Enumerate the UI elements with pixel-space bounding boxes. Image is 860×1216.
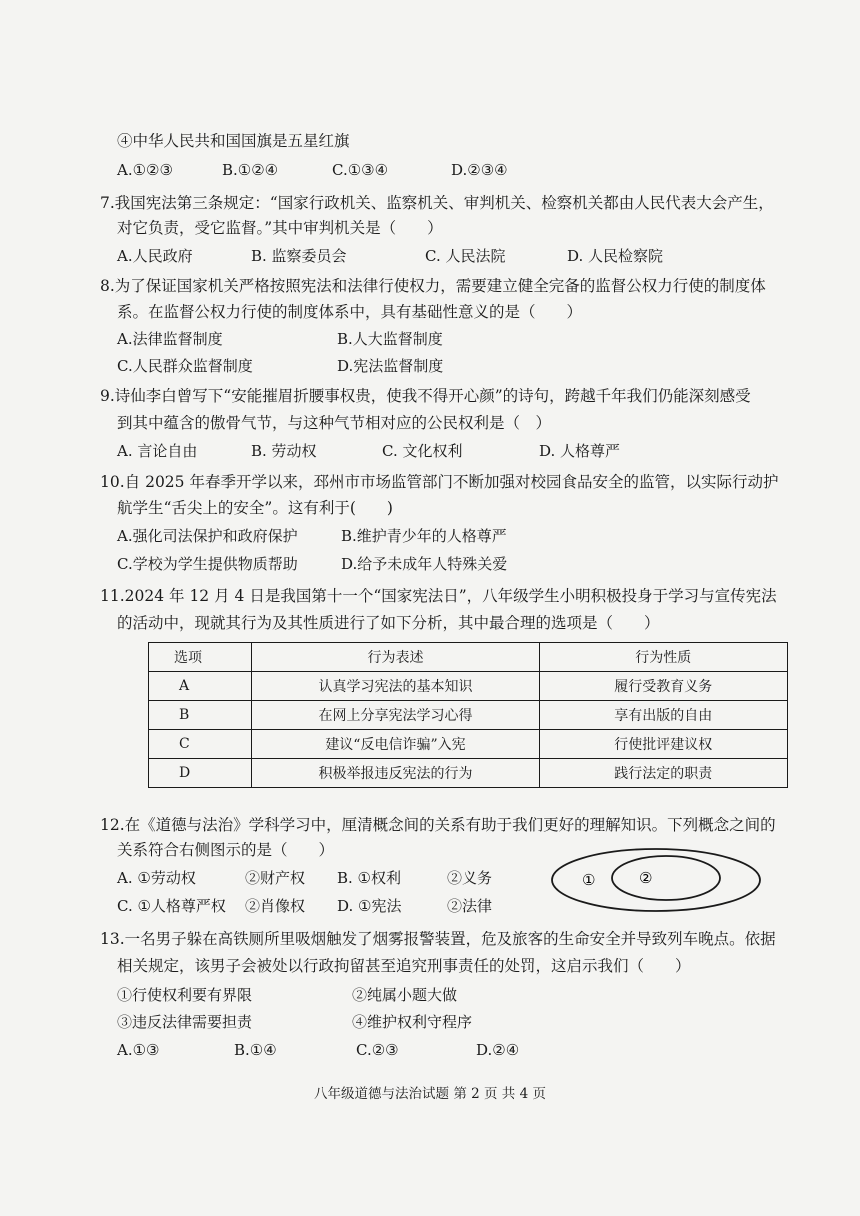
q11-stem-line2: 的活动中，现就其行为及其性质进行了如下分析，其中最合理的选项是（ ） — [117, 614, 660, 632]
table-cell-option: B — [149, 701, 252, 730]
q9-option-c: C. 文化权利 — [382, 442, 463, 460]
table-cell-option: C — [149, 730, 252, 759]
q9-stem-line1: 9.诗仙李白曾写下“安能摧眉折腰事权贵，使我不得开心颜”的诗句，跨越千年我们仍能深刻感受 — [100, 387, 751, 405]
q13-item-3: ③违反法律需要担责 — [117, 1013, 253, 1031]
q12-option-a-1: A. ①劳动权 — [117, 869, 196, 887]
q9-option-a: A. 言论自由 — [117, 442, 198, 460]
q6-item-4: ④中华人民共和国国旗是五星红旗 — [117, 132, 350, 150]
venn-inner-label: ② — [639, 869, 653, 887]
q8-option-c: C.人民群众监督制度 — [117, 357, 253, 375]
table-cell-nature: 履行受教育义务 — [539, 672, 787, 701]
table-cell-nature: 践行法定的职责 — [539, 759, 787, 788]
q12-option-b-1: B. ①权利 — [337, 869, 402, 887]
q7-option-a: A.人民政府 — [117, 247, 193, 265]
q13-stem-line1: 13.一名男子躲在高铁厕所里吸烟触发了烟雾报警装置，危及旅客的生命安全并导致列车晚点。依据 — [100, 930, 776, 948]
table-header-behavior: 行为表述 — [252, 643, 539, 672]
table-header-option: 选项 — [149, 643, 252, 672]
table-cell-nature: 行使批评建议权 — [539, 730, 787, 759]
table-cell-behavior: 积极举报违反宪法的行为 — [252, 759, 539, 788]
table-row — [149, 672, 788, 701]
q13-option-c: C.②③ — [356, 1041, 399, 1059]
q6-option-a: A.①②③ — [117, 161, 173, 179]
q13-item-2: ②纯属小题大做 — [352, 986, 458, 1004]
q6-option-c: C.①③④ — [332, 161, 389, 179]
table-cell-behavior: 认真学习宪法的基本知识 — [252, 672, 539, 701]
q9-option-b: B. 劳动权 — [251, 442, 317, 460]
q8-option-d: D.宪法监督制度 — [337, 357, 444, 375]
table-cell-nature: 享有出版的自由 — [539, 701, 787, 730]
q8-stem-line2: 系。在监督公权力行使的制度体系中，具有基础性意义的是（ ） — [117, 303, 583, 321]
q13-item-1: ①行使权利要有界限 — [117, 986, 253, 1004]
q11-stem-line1: 11.2024 年 12 月 4 日是我国第十一个“国家宪法日”，八年级学生小明积极投身于学习与宣传宪法 — [100, 587, 777, 605]
q12-option-a-2: ②财产权 — [245, 869, 306, 887]
q6-option-b: B.①②④ — [222, 161, 279, 179]
q13-item-4: ④维护权利守程序 — [352, 1013, 473, 1031]
q10-stem-line1: 10.自 2025 年春季开学以来，邳州市市场监管部门不断加强对校园食品安全的监管，以实际行动护 — [100, 473, 779, 491]
table-row — [149, 701, 788, 730]
q7-option-b: B. 监察委员会 — [251, 247, 347, 265]
q13-option-b: B.①④ — [234, 1041, 277, 1059]
table-header-row — [149, 643, 788, 672]
q10-option-c: C.学校为学生提供物质帮助 — [117, 555, 298, 573]
q12-option-d-2: ②法律 — [447, 897, 493, 915]
q12-option-d-1: D. ①宪法 — [337, 897, 402, 915]
q8-option-a: A.法律监督制度 — [117, 330, 223, 348]
q9-stem-line2: 到其中蕴含的傲骨气节，与这种气节相对应的公民权利是（ ） — [117, 414, 552, 432]
table-cell-behavior: 建议“反电信诈骗”入宪 — [252, 730, 539, 759]
q12-stem-line2: 关系符合右侧图示的是（ ） — [117, 841, 335, 859]
q12-option-c-1: C. ①人格尊严权 — [117, 897, 226, 915]
table-row — [149, 759, 788, 788]
table-cell-option: D — [149, 759, 252, 788]
venn-diagram — [548, 846, 768, 916]
q11-analysis-table — [148, 642, 788, 788]
table-cell-option: A — [149, 672, 252, 701]
q8-option-b: B.人大监督制度 — [337, 330, 443, 348]
q7-stem-line1: 7.我国宪法第三条规定：“国家行政机关、监察机关、审判机关、检察机关都由人民代表大会产生， — [100, 194, 774, 212]
venn-outer-label: ① — [582, 871, 596, 889]
q8-stem-line1: 8.为了保证国家机关严格按照宪法和法律行使权力，需要建立健全完备的监督公权力行使的制度体 — [100, 277, 766, 295]
q9-option-d: D. 人格尊严 — [539, 442, 621, 460]
venn-inner-ellipse — [612, 856, 720, 900]
q12-option-b-2: ②义务 — [447, 869, 493, 887]
q7-option-d: D. 人民检察院 — [567, 247, 664, 265]
page-footer: 八年级道德与法治试题 第 2 页 共 4 页 — [314, 1086, 546, 1102]
q10-option-d: D.给予未成年人特殊关爱 — [341, 555, 508, 573]
table-row — [149, 730, 788, 759]
q13-option-a: A.①③ — [117, 1041, 160, 1059]
q7-stem-line2: 对它负责，受它监督。”其中审判机关是（ ） — [117, 219, 443, 237]
q6-option-d: D.②③④ — [451, 161, 508, 179]
q12-stem-line1: 12.在《道德与法治》学科学习中，厘清概念间的关系有助于我们更好的理解知识。下列概念之间的 — [100, 816, 776, 834]
q7-option-c: C. 人民法院 — [425, 247, 506, 265]
q12-option-c-2: ②肖像权 — [245, 897, 306, 915]
q13-stem-line2: 相关规定，该男子会被处以行政拘留甚至追究刑事责任的处罚，这启示我们（ ） — [117, 957, 691, 975]
table-cell-behavior: 在网上分享宪法学习心得 — [252, 701, 539, 730]
q10-stem-line2: 航学生“舌尖上的安全”。这有利于( ) — [117, 499, 393, 517]
q13-option-d: D.②④ — [476, 1041, 520, 1059]
q10-option-a: A.强化司法保护和政府保护 — [117, 527, 298, 545]
table-header-nature: 行为性质 — [539, 643, 787, 672]
q10-option-b: B.维护青少年的人格尊严 — [341, 527, 507, 545]
